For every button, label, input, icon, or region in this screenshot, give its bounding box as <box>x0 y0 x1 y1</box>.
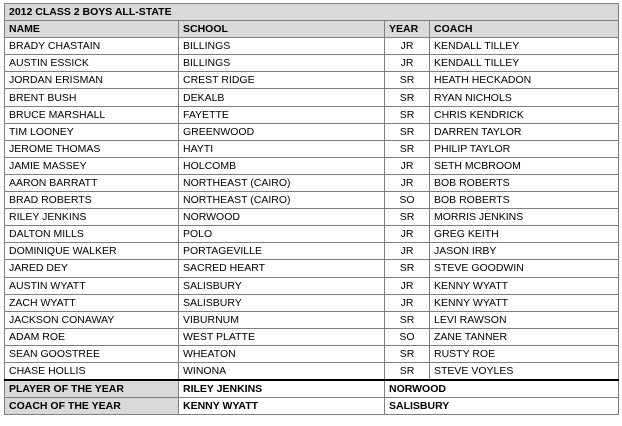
cell-coach: DARREN TAYLOR <box>430 123 619 140</box>
title-row <box>5 4 619 21</box>
award-school: NORWOOD <box>385 380 619 398</box>
cell-name: BRADY CHASTAIN <box>5 38 179 55</box>
table-row <box>5 311 619 328</box>
cell-year: SR <box>385 362 430 380</box>
cell-name: DOMINIQUE WALKER <box>5 243 179 260</box>
header-name: NAME <box>5 21 179 38</box>
table-row <box>5 192 619 209</box>
cell-name: AARON BARRATT <box>5 174 179 191</box>
cell-school: BILLINGS <box>179 38 385 55</box>
cell-coach: RUSTY ROE <box>430 345 619 362</box>
cell-school: CREST RIDGE <box>179 72 385 89</box>
cell-school: NORTHEAST (CAIRO) <box>179 174 385 191</box>
award-label: COACH OF THE YEAR <box>5 398 179 415</box>
cell-school: HAYTI <box>179 140 385 157</box>
all-state-table <box>4 3 619 415</box>
header-year: YEAR <box>385 21 430 38</box>
cell-school: PORTAGEVILLE <box>179 243 385 260</box>
table-row <box>5 277 619 294</box>
table-title: 2012 CLASS 2 BOYS ALL-STATE <box>5 4 619 21</box>
cell-year: SO <box>385 328 430 345</box>
cell-name: JAMIE MASSEY <box>5 157 179 174</box>
cell-year: SR <box>385 140 430 157</box>
award-person: RILEY JENKINS <box>179 380 385 398</box>
award-row <box>5 380 619 398</box>
cell-year: SR <box>385 311 430 328</box>
cell-coach: STEVE VOYLES <box>430 362 619 380</box>
cell-coach: KENNY WYATT <box>430 294 619 311</box>
cell-coach: RYAN NICHOLS <box>430 89 619 106</box>
cell-year: JR <box>385 226 430 243</box>
cell-year: SR <box>385 260 430 277</box>
table-row <box>5 174 619 191</box>
table-row <box>5 123 619 140</box>
table-row <box>5 209 619 226</box>
cell-school: VIBURNUM <box>179 311 385 328</box>
cell-year: JR <box>385 174 430 191</box>
award-school: SALISBURY <box>385 398 619 415</box>
cell-school: WHEATON <box>179 345 385 362</box>
cell-year: JR <box>385 243 430 260</box>
cell-coach: CHRIS KENDRICK <box>430 106 619 123</box>
cell-name: DALTON MILLS <box>5 226 179 243</box>
cell-year: SR <box>385 345 430 362</box>
cell-coach: KENNY WYATT <box>430 277 619 294</box>
table-row <box>5 72 619 89</box>
cell-school: NORWOOD <box>179 209 385 226</box>
table-row <box>5 38 619 55</box>
cell-name: JARED DEY <box>5 260 179 277</box>
table-row <box>5 140 619 157</box>
cell-name: BRENT BUSH <box>5 89 179 106</box>
cell-name: JEROME THOMAS <box>5 140 179 157</box>
table-row <box>5 55 619 72</box>
cell-year: JR <box>385 38 430 55</box>
cell-year: SR <box>385 123 430 140</box>
cell-coach: ZANE TANNER <box>430 328 619 345</box>
cell-name: SEAN GOOSTREE <box>5 345 179 362</box>
cell-school: FAYETTE <box>179 106 385 123</box>
cell-year: SR <box>385 106 430 123</box>
cell-school: SALISBURY <box>179 277 385 294</box>
cell-coach: HEATH HECKADON <box>430 72 619 89</box>
cell-school: NORTHEAST (CAIRO) <box>179 192 385 209</box>
cell-name: BRAD ROBERTS <box>5 192 179 209</box>
cell-year: SR <box>385 89 430 106</box>
cell-year: JR <box>385 277 430 294</box>
header-coach: COACH <box>430 21 619 38</box>
cell-name: AUSTIN ESSICK <box>5 55 179 72</box>
cell-coach: JASON IRBY <box>430 243 619 260</box>
cell-name: CHASE HOLLIS <box>5 362 179 380</box>
cell-year: SO <box>385 192 430 209</box>
cell-school: DEKALB <box>179 89 385 106</box>
award-person: KENNY WYATT <box>179 398 385 415</box>
table-row <box>5 89 619 106</box>
cell-school: BILLINGS <box>179 55 385 72</box>
cell-year: JR <box>385 157 430 174</box>
cell-school: SALISBURY <box>179 294 385 311</box>
cell-name: ADAM ROE <box>5 328 179 345</box>
table-row <box>5 226 619 243</box>
all-state-sheet <box>4 3 618 415</box>
cell-school: GREENWOOD <box>179 123 385 140</box>
header-school: SCHOOL <box>179 21 385 38</box>
cell-coach: BOB ROBERTS <box>430 174 619 191</box>
table-row <box>5 345 619 362</box>
cell-school: HOLCOMB <box>179 157 385 174</box>
cell-school: POLO <box>179 226 385 243</box>
table-row <box>5 328 619 345</box>
cell-coach: SETH MCBROOM <box>430 157 619 174</box>
table-row <box>5 106 619 123</box>
cell-coach: LEVI RAWSON <box>430 311 619 328</box>
cell-name: JACKSON CONAWAY <box>5 311 179 328</box>
award-row <box>5 398 619 415</box>
cell-school: WINONA <box>179 362 385 380</box>
cell-year: JR <box>385 294 430 311</box>
cell-name: BRUCE MARSHALL <box>5 106 179 123</box>
cell-coach: MORRIS JENKINS <box>430 209 619 226</box>
table-row <box>5 260 619 277</box>
table-row <box>5 362 619 380</box>
cell-coach: KENDALL TILLEY <box>430 55 619 72</box>
cell-school: WEST PLATTE <box>179 328 385 345</box>
table-row <box>5 294 619 311</box>
cell-name: JORDAN ERISMAN <box>5 72 179 89</box>
cell-name: ZACH WYATT <box>5 294 179 311</box>
cell-name: AUSTIN WYATT <box>5 277 179 294</box>
cell-year: JR <box>385 55 430 72</box>
cell-school: SACRED HEART <box>179 260 385 277</box>
table-row <box>5 243 619 260</box>
cell-year: SR <box>385 72 430 89</box>
cell-coach: KENDALL TILLEY <box>430 38 619 55</box>
award-label: PLAYER OF THE YEAR <box>5 380 179 398</box>
cell-coach: STEVE GOODWIN <box>430 260 619 277</box>
cell-name: RILEY JENKINS <box>5 209 179 226</box>
cell-year: SR <box>385 209 430 226</box>
cell-coach: PHILIP TAYLOR <box>430 140 619 157</box>
cell-coach: GREG KEITH <box>430 226 619 243</box>
cell-coach: BOB ROBERTS <box>430 192 619 209</box>
header-row <box>5 21 619 38</box>
cell-name: TIM LOONEY <box>5 123 179 140</box>
table-row <box>5 157 619 174</box>
